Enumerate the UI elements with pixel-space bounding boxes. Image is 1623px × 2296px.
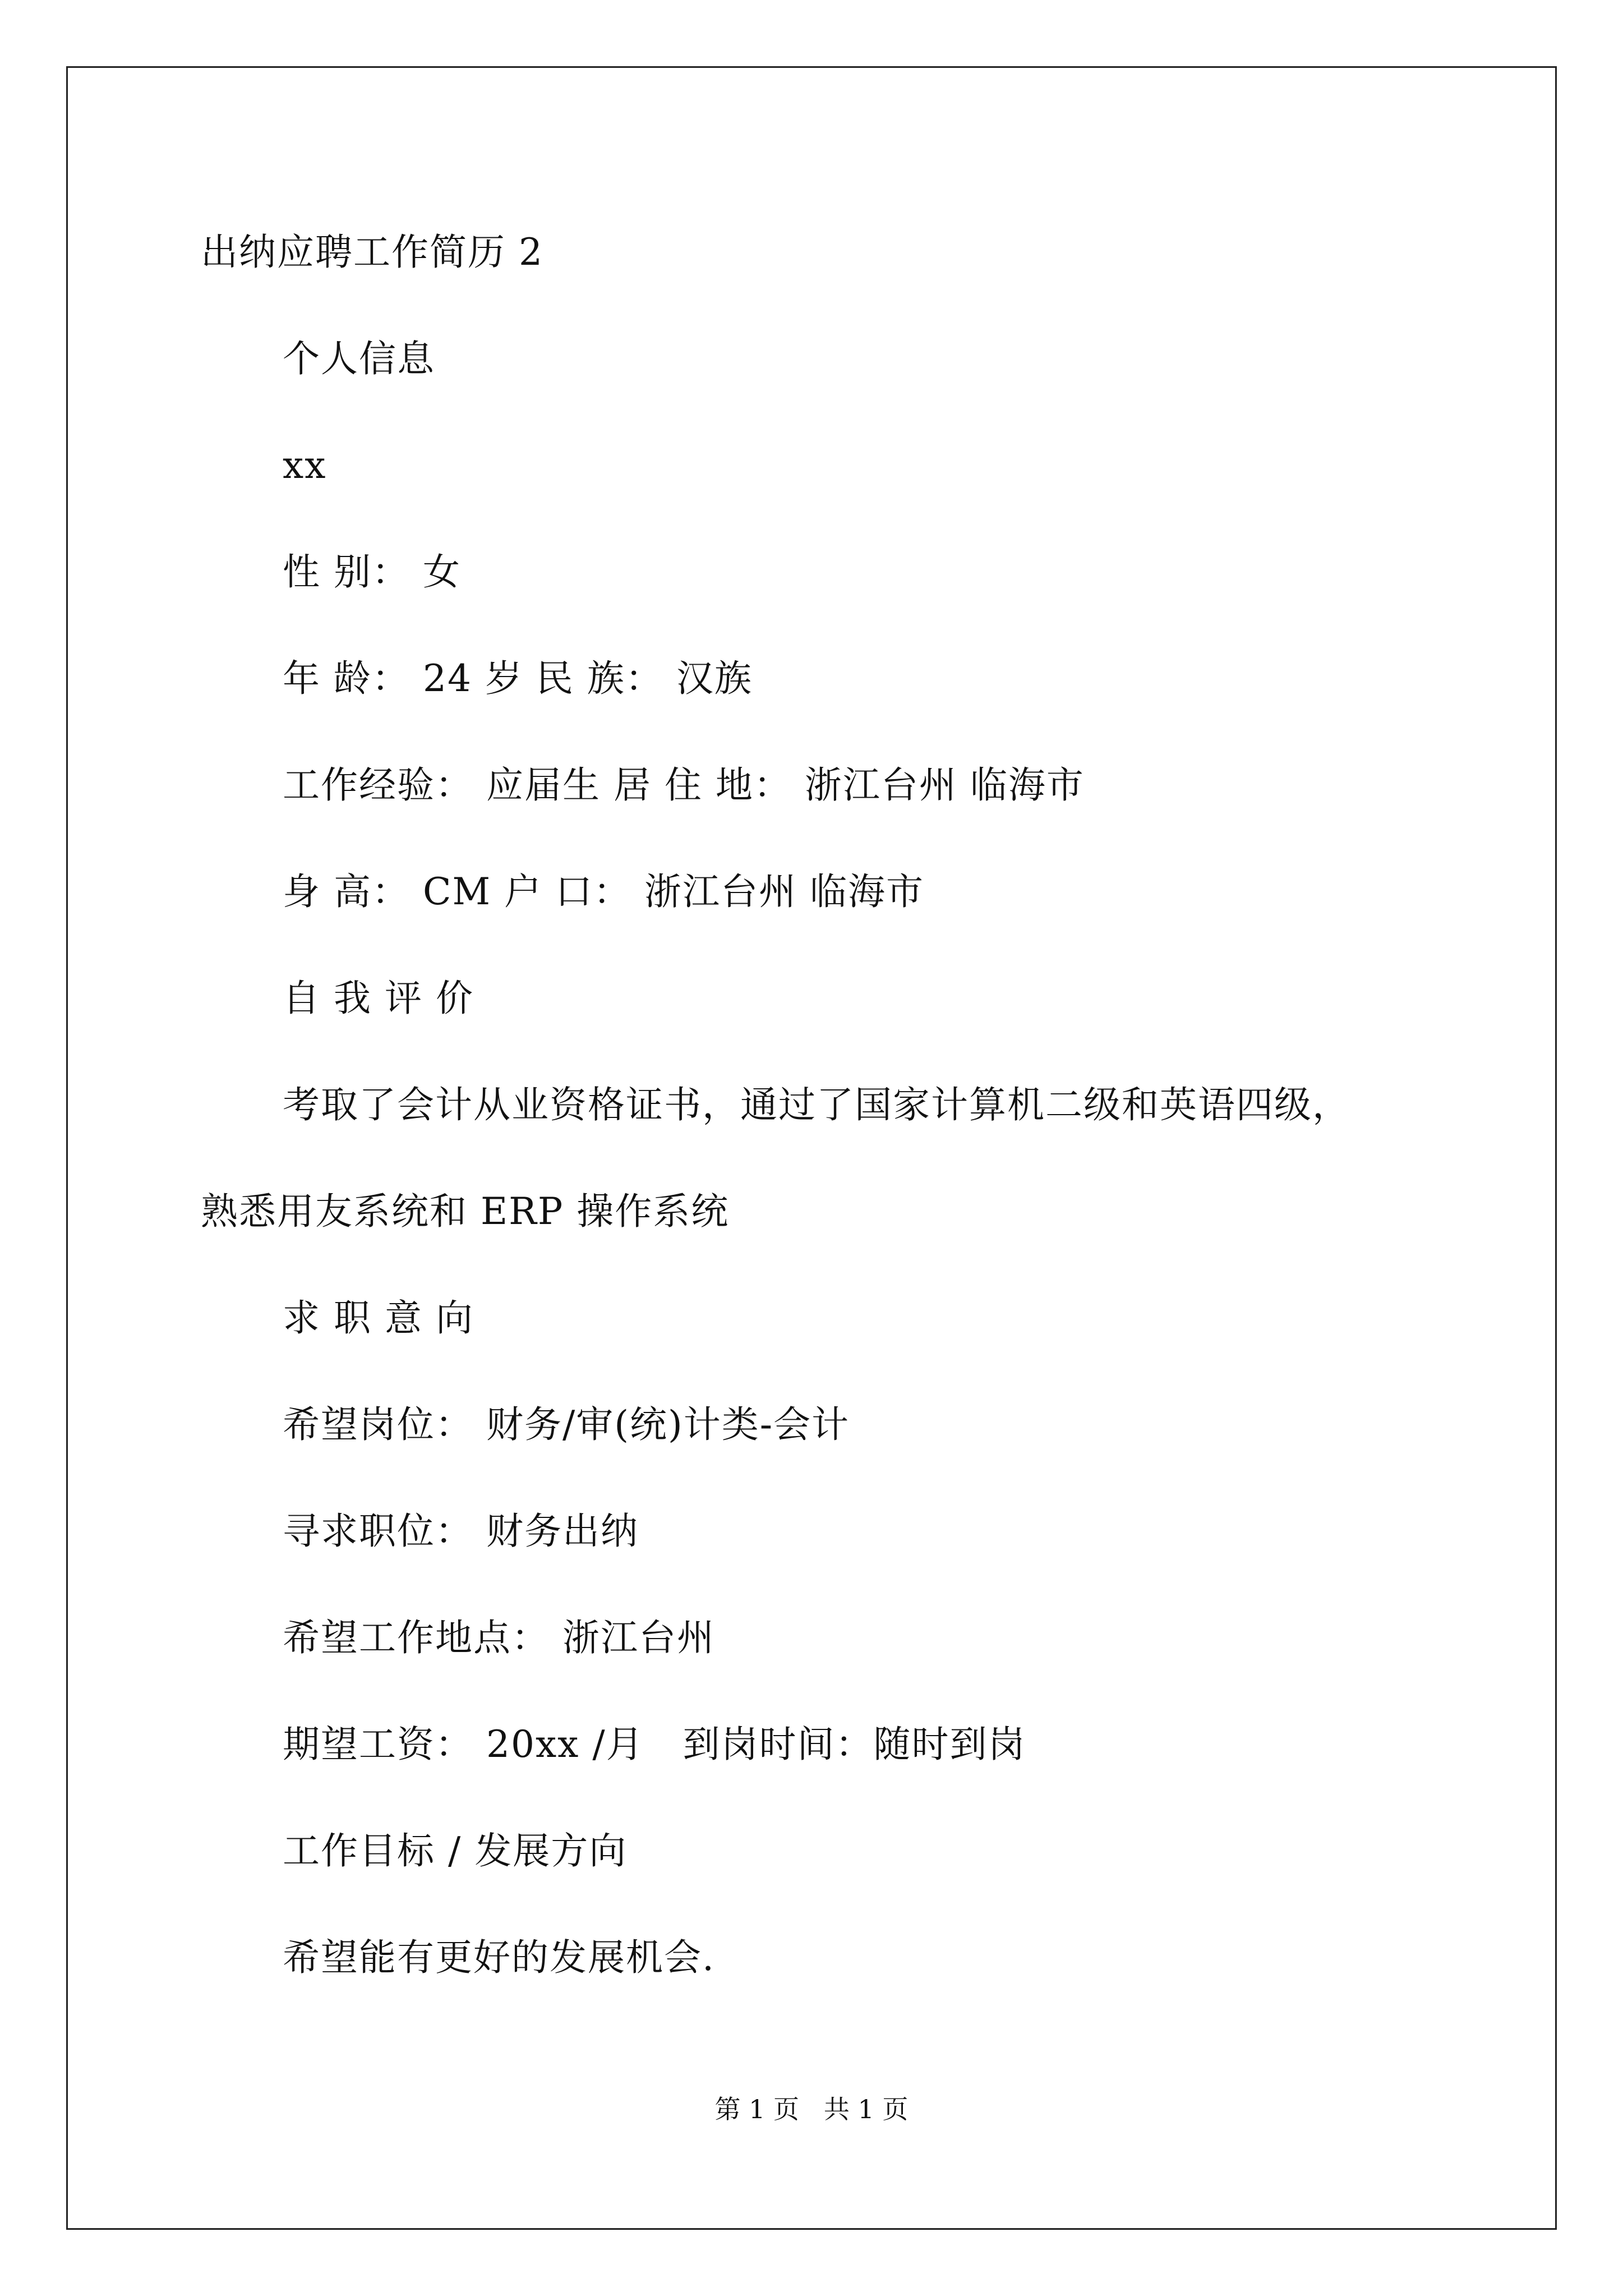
- age-ethnicity-line: 年 龄： 24 岁 民 族： 汉族: [283, 657, 753, 700]
- gender-line: 性 别： 女: [283, 550, 461, 593]
- self-evaluation-line-2: 熟悉用友系统和 ERP 操作系统: [201, 1190, 730, 1233]
- section-heading-career-goal: 工作目标 / 发展方向: [283, 1829, 628, 1872]
- page-border: [66, 66, 1557, 2230]
- sought-position-line: 寻求职位： 财务出纳: [283, 1510, 639, 1553]
- career-goal-line: 希望能有更好的发展机会.: [283, 1936, 715, 1979]
- document-title: 出纳应聘工作简历 2: [201, 231, 543, 274]
- page-number-footer: 第 1 页 共 1 页: [714, 2094, 909, 2124]
- self-evaluation-line-1: 考取了会计从业资格证书，通过了国家计算机二级和英语四级，: [283, 1083, 1350, 1126]
- name-value: xx: [283, 444, 327, 487]
- experience-residence-line: 工作经验： 应届生 居 住 地： 浙江台州 临海市: [283, 763, 1085, 807]
- section-heading-self-evaluation: 自 我 评 价: [283, 977, 474, 1020]
- desired-location-line: 希望工作地点： 浙江台州: [283, 1616, 715, 1659]
- section-heading-job-intention: 求 职 意 向: [283, 1296, 474, 1340]
- desired-position-line: 希望岗位： 财务/审(统)计类-会计: [283, 1403, 850, 1446]
- salary-availability-line: 期望工资： 20xx /月 到岗时间：随时到岗: [283, 1723, 1026, 1766]
- height-hukou-line: 身 高： CM 户 口： 浙江台州 临海市: [283, 870, 924, 913]
- section-heading-personal-info: 个人信息: [283, 337, 435, 380]
